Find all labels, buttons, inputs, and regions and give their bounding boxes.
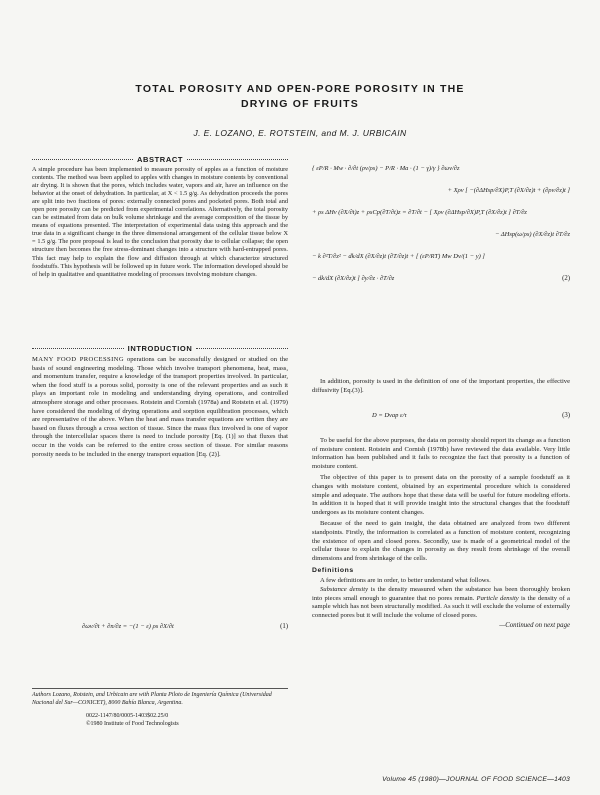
equation-1 bbox=[32, 623, 288, 630]
substance-density-term: Substance density bbox=[320, 585, 369, 593]
footnote bbox=[32, 692, 288, 728]
divider bbox=[187, 159, 288, 160]
equation-2-line-6: − dk/dX (∂X/∂z)t ] ∂y/∂z · ∂T/∂z bbox=[312, 275, 395, 282]
abstract-heading-row bbox=[32, 155, 288, 164]
divider bbox=[32, 159, 133, 160]
article-title bbox=[0, 82, 600, 112]
abstract-text: A simple procedure has been implemented to measure porosity of apples as a function of moisture contents. The method was been applied to apples with changes in moisture contents by conventional air drying. It is shown that the pores, which includes water, vapors and air, have an influence on the behavior at the onset of dehydration. In particular, at X < 1.5 g/g. As dehydration proceeds the pores are split into two fractions of pores: externally connected pores and pocketed pores. Both total and open pore porosity can be predicted from experimental correlations. Alternatively, the total porosity can be estimated from data on bulk volume shrinkage and the average composition of the tissue by means of equations presented. The interpretation of experimental data using this approach and the true data in a significant change in the three dimensional arrangement of the cellular tissue below X = 1.5 g/g. The pore proposal is lead to the conclusion that porosity due to cellular collapse; the open structure then becomes the free stress-dominant changes into a structure with hard-entrapped pores. This fact may help to explain the flow and diffusion through at which characterize structured foodstuffs. This hypothesis will be followed up in future work. The information developed should be of help in qualitative and quantitative modeling of processes involving moisture changes. bbox=[32, 166, 288, 278]
right-paragraph-1: To be useful for the above purposes, the data on porosity should report its change as a function of moisture content. Rotstein and Cornish (1978b) have reviewed the data available. Very little information has been published and it fails to recognize the fact that porosity is a function of moisture content. bbox=[312, 437, 570, 470]
footnote-rule bbox=[32, 688, 288, 689]
right-paragraph-4: A few definitions are in order, to better understand what follows. bbox=[320, 577, 491, 585]
introduction-paragraph bbox=[32, 356, 288, 459]
equation-2 bbox=[312, 158, 570, 290]
introduction-p1: operations can be successfully designed or studied on the basis of sound engineering modeling. Those which involve transport phenomena, heat, mass, and momentum transfer, require a knowledge of the transport properties involved. In particular, when the food stuff is a porous solid, porosity is one of the relevant properties and as such it plays an important role in modeling and understanding drying operations, and controlled atmosphere storage and other processes. Rotstein and Cornish (1978a) and Rotstein et al. (1979) have considered the modeling of drying operations and sorption equilibration processes, which are representative of the above. When the heat and mass transfer equations are written they are based on fluxes through a cross section of tissue. Since the mass flux involved is one of vapor through the intercellular spaces there is need to include porosity [Eq. (1)] so that fluxes that occur in the voids can be referred to the entire cross section of tissue. For similar reasons porosity needs to be included in the energy transport equation [Eq. (2)]. bbox=[32, 356, 288, 458]
definitions-heading: Definitions bbox=[312, 567, 354, 575]
right-paragraph-3: Because of the need to gain insight, the data obtained are analyzed from two different standpoints. Firstly, the information is correlated as a function of moisture content, recognizing the existence of open and closed pores. Secondly, use is made of a geometrical model of the cellular tissue to explain the changes in porosity as they result from shrinkage of the overall dimensions and from shrinkage of the cells. bbox=[312, 520, 570, 562]
equation-2-line-4: − ΔHsp(ω/ρs) (∂X/∂z)t ∂T/∂z bbox=[494, 231, 570, 238]
equation-2-line-3: + ρs ΔHv (∂X/∂t)z + ρsCp(∂T/∂t)z = ∂T/∂t − [ Xρv (∂ΔHsp/∂X)P,T (∂X/∂z)t ] ∂T/∂z bbox=[312, 209, 527, 216]
equation-2-line-2: + Xρv [ −(∂ΔHsp/∂X)P,T (∂X/∂z)t + (∂ρv/∂z)t ] bbox=[447, 187, 570, 194]
equation-2-last-row bbox=[312, 268, 570, 290]
equation-3 bbox=[312, 412, 570, 419]
equation-2-line-5: − k ∂²T/∂z² − dk/dX (∂X/∂z)t (∂T/∂z)t + [ (εP/RT) Mw Dv/(1 − y) ] bbox=[312, 253, 485, 260]
right-paragraph-5 bbox=[312, 586, 570, 620]
introduction-body bbox=[32, 356, 288, 459]
page-footer: Volume 45 (1980)—JOURNAL OF FOOD SCIENCE—1403 bbox=[382, 776, 570, 783]
text-after-eq2: In addition, porosity is used in the definition of one of the important properties, the effective diffusivity [Eq.(3)]. bbox=[312, 378, 570, 394]
equation-2-line-1: { εP/R · Mw · ∂/∂t (ρv/ρs) − P/R · Ma · (1 − γ)/γ } ∂ωv/∂z bbox=[312, 165, 460, 172]
particle-density-term: Particle density bbox=[476, 594, 519, 602]
particle-density-text: is the density of a sample which has not been structurally modified. As such it will exclude the volume of externally connected pores but it will include the volume of closed pores. bbox=[312, 594, 570, 619]
equation-1-number: (1) bbox=[280, 623, 288, 630]
equation-3-number: (3) bbox=[562, 412, 570, 419]
right-paragraph-2: The objective of this paper is to present data on the porosity of a sample foodstuff as it changes with moisture content, obtained by an experimental procedure which is considered simple and adequate. The authors hope that these data will be useful for future modeling efforts. In addition it is hoped that it will provide insight into the structural changes that the foodstuff undergoes as its moisture content changes. bbox=[312, 474, 570, 516]
abstract-heading: ABSTRACT bbox=[136, 155, 184, 164]
footnote-copyright: ©1980 Institute of Food Technologists bbox=[86, 720, 179, 727]
equation-1-body: ∂ωv/∂t + ∂n/∂z = −(1 − ε) ρs ∂X/∂t bbox=[82, 623, 174, 630]
title-line-1: TOTAL POROSITY AND OPEN-PORE POROSITY IN THE bbox=[135, 83, 465, 95]
equation-2-number: (2) bbox=[562, 275, 570, 282]
right-body bbox=[312, 437, 570, 630]
continued-note: —Continued on next page bbox=[499, 622, 570, 630]
divider bbox=[196, 348, 288, 349]
introduction-heading-row bbox=[32, 344, 288, 353]
substance-density-text: is the density measured when the substance has been thoroughly broken into pieces small enough to guarantee that no pores remain. bbox=[312, 585, 570, 602]
footnote-affiliation: Authors Lozano, Rotstein, and Urbicain are with Planta Piloto de Ingeniería Química (Universidad Nacional del Sur—CONICET), 8000 Bahía Blanca, Argentina. bbox=[32, 692, 272, 706]
title-line-2: DRYING OF FRUITS bbox=[241, 98, 359, 110]
introduction-lead: MANY FOOD PROCESSING bbox=[32, 356, 125, 363]
equation-3-body: D = Dvap ε/τ bbox=[372, 412, 407, 419]
divider bbox=[32, 348, 124, 349]
introduction-heading: INTRODUCTION bbox=[127, 344, 193, 353]
footnote-issn: 0022-1147/80/0005-1403$02.25/0 bbox=[86, 713, 169, 720]
authors: J. E. LOZANO, E. ROTSTEIN, and M. J. URBICAIN bbox=[193, 128, 407, 138]
